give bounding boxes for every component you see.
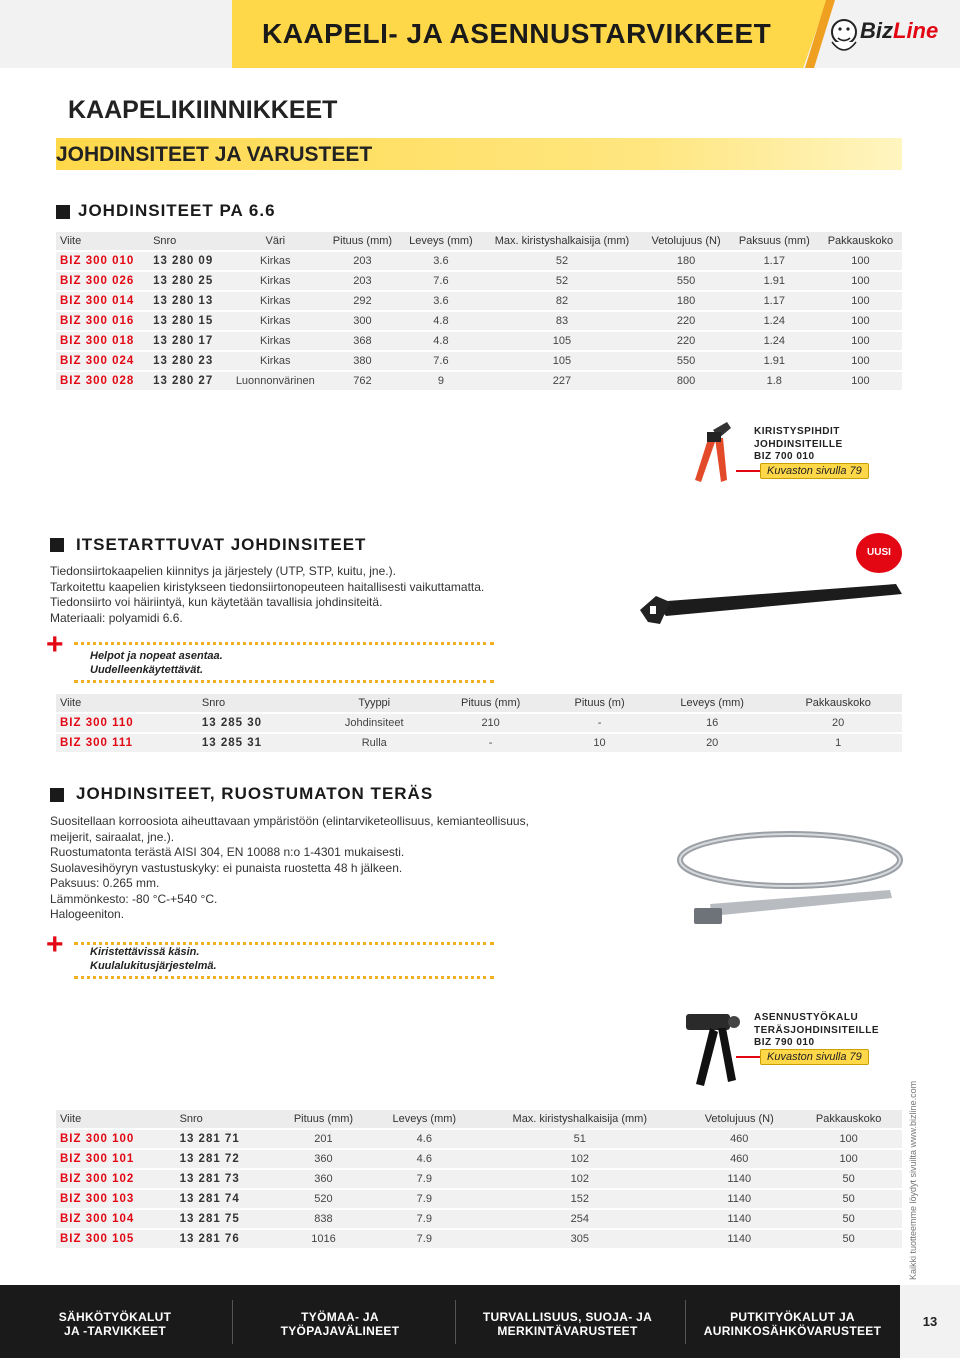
item-number: 13 281 74	[176, 1190, 275, 1208]
col-leveys: Leveys (mm)	[372, 1110, 476, 1128]
footer-label: AURINKOSÄHKÖVARUSTEET	[703, 1324, 882, 1338]
footer-link-worksite[interactable]	[255, 1310, 425, 1338]
cell-value: 9	[400, 372, 481, 390]
footer-link-safety[interactable]	[470, 1310, 665, 1338]
cell-value: 1.91	[730, 272, 819, 290]
tool2-catalog-link[interactable]: Kuvaston sivulla 79	[760, 1049, 869, 1065]
table-row	[56, 1170, 902, 1188]
cell-value: 220	[643, 332, 730, 350]
col-vetolujuus: Vetolujuus (N)	[683, 1110, 795, 1128]
product-code: BIZ 300 024	[56, 352, 149, 370]
cell-value: 762	[324, 372, 400, 390]
block3-table	[56, 1108, 902, 1250]
col-vetolujuus: Vetolujuus (N)	[643, 232, 730, 250]
desc-line: Materiaali: polyamidi 6.6.	[50, 610, 183, 625]
cell-value: Kirkas	[226, 352, 324, 370]
cell-value: 1140	[683, 1190, 795, 1208]
new-badge: UUSI	[856, 533, 902, 573]
section-title: KAAPELIKIINNIKKEET	[68, 96, 338, 124]
benefit-line: Kiristettävissä käsin.	[90, 946, 200, 958]
cell-value: 550	[643, 272, 730, 290]
table-row	[56, 352, 902, 370]
desc-line: Halogeeniton.	[50, 907, 125, 921]
product-code: BIZ 300 014	[56, 292, 149, 310]
cell-value: 4.8	[400, 312, 481, 330]
item-number: 13 280 15	[149, 312, 226, 330]
block3-description	[50, 814, 610, 923]
desc-line: Tarkoitettu kaapelien kiristykseen tiedonsiirtonopeuteen haitallisesti vaikuttamatta.	[50, 579, 485, 594]
desc-line: Suositellaan korroosiota aiheuttavaan ympäristöön (elintarviketeollisuus, kemianteollisuus,	[50, 814, 529, 828]
footer-link-plumbing[interactable]	[700, 1310, 885, 1338]
table-row	[56, 734, 902, 752]
cell-value: 3.6	[400, 292, 481, 310]
cell-value: 100	[819, 312, 902, 330]
tool1-catalog-link[interactable]: Kuvaston sivulla 79	[760, 463, 869, 479]
product-code: BIZ 300 018	[56, 332, 149, 350]
cell-value: 83	[481, 312, 642, 330]
cell-value: 20	[774, 714, 902, 732]
cell-value: 1.8	[730, 372, 819, 390]
bullet-square	[56, 205, 70, 219]
cell-value: 100	[819, 272, 902, 290]
cell-value: 52	[481, 272, 642, 290]
block1-table	[56, 230, 902, 392]
cell-value: 100	[795, 1130, 902, 1148]
col-viite: Viite	[56, 1110, 176, 1128]
cell-value: 100	[819, 372, 902, 390]
cell-value: Kirkas	[226, 312, 324, 330]
item-number: 13 280 17	[149, 332, 226, 350]
cell-value: 460	[683, 1150, 795, 1168]
product-code: BIZ 300 028	[56, 372, 149, 390]
cell-value: 7.9	[372, 1230, 476, 1248]
col-pituus: Pituus (mm)	[324, 232, 400, 250]
item-number: 13 281 72	[176, 1150, 275, 1168]
cell-value: 4.6	[372, 1150, 476, 1168]
desc-line: Tiedonsiirto voi häiriintyä, kun käytetään tavallisia johdinsiteitä.	[50, 595, 383, 609]
block2-title: ITSETARTTUVAT JOHDINSITEET	[76, 535, 367, 554]
cell-value: 7.9	[372, 1190, 476, 1208]
cell-value: 50	[795, 1210, 902, 1228]
desc-line: Ruostumatonta terästä AISI 304, EN 10088 n:o 1-4301 mukaisesti.	[50, 845, 405, 859]
col-pituus-m: Pituus (m)	[549, 694, 650, 712]
cell-value: 180	[643, 292, 730, 310]
tool2-title	[754, 1012, 879, 1050]
cell-value: 1.91	[730, 352, 819, 370]
cell-value: 152	[476, 1190, 683, 1208]
cell-value: 1140	[683, 1170, 795, 1188]
subsection-title: JOHDINSITEET JA VARUSTEET	[56, 143, 373, 166]
table-row	[56, 312, 902, 330]
item-number: 13 280 13	[149, 292, 226, 310]
table-header-row	[56, 1110, 902, 1128]
dotted-divider	[74, 976, 494, 979]
product-code: BIZ 300 104	[56, 1210, 176, 1228]
footer-label: TYÖMAA- JA	[301, 1310, 379, 1324]
table-row	[56, 1230, 902, 1248]
col-snro: Snro	[149, 232, 226, 250]
cell-value: 51	[476, 1130, 683, 1148]
dotted-divider	[74, 680, 494, 683]
block2-benefits	[90, 649, 223, 677]
item-number: 13 280 27	[149, 372, 226, 390]
cell-value: 105	[481, 352, 642, 370]
logo-wordmark: BizLine	[860, 18, 939, 43]
table-header-row	[56, 232, 902, 250]
steel-tie-tool-image	[680, 1004, 750, 1090]
cell-value: Johdinsiteet	[316, 714, 432, 732]
cell-value: 7.6	[400, 272, 481, 290]
cell-value: 203	[324, 272, 400, 290]
item-number: 13 281 73	[176, 1170, 275, 1188]
plus-icon: +	[46, 928, 64, 961]
table-row	[56, 1150, 902, 1168]
dotted-divider	[74, 642, 494, 645]
col-leveys: Leveys (mm)	[400, 232, 481, 250]
cell-value: 102	[476, 1150, 683, 1168]
item-number: 13 280 25	[149, 272, 226, 290]
cell-value: 380	[324, 352, 400, 370]
cell-value: 460	[683, 1130, 795, 1148]
product-code: BIZ 300 010	[56, 252, 149, 270]
steel-tie-image	[640, 820, 920, 940]
cell-value: 3.6	[400, 252, 481, 270]
col-paksuus: Paksuus (mm)	[730, 232, 819, 250]
cell-value: Luonnonvärinen	[226, 372, 324, 390]
table-row	[56, 372, 902, 390]
cell-value: 105	[481, 332, 642, 350]
cell-value: 100	[819, 252, 902, 270]
col-tyyppi: Tyyppi	[316, 694, 432, 712]
footer-label: JA -TARVIKKEET	[64, 1324, 166, 1338]
bullet-square	[50, 538, 64, 552]
col-max: Max. kiristyshalkaisija (mm)	[481, 232, 642, 250]
arrow-icon	[736, 1056, 760, 1058]
item-number: 13 285 31	[198, 734, 316, 752]
plus-icon: +	[46, 628, 64, 661]
product-code: BIZ 300 101	[56, 1150, 176, 1168]
cell-value: 100	[819, 292, 902, 310]
cell-value: 4.8	[400, 332, 481, 350]
product-code: BIZ 300 110	[56, 714, 198, 732]
cell-value: 210	[432, 714, 549, 732]
table-row	[56, 1210, 902, 1228]
tensioning-pliers-image	[683, 420, 743, 488]
cell-value: 1.24	[730, 332, 819, 350]
col-viite: Viite	[56, 232, 149, 250]
cell-value: 1	[774, 734, 902, 752]
cell-value: -	[549, 714, 650, 732]
cell-value: 1140	[683, 1210, 795, 1228]
product-code: BIZ 300 100	[56, 1130, 176, 1148]
cell-value: 550	[643, 352, 730, 370]
arrow-icon	[736, 470, 760, 472]
cell-value: 201	[275, 1130, 373, 1148]
product-code: BIZ 300 111	[56, 734, 198, 752]
cell-value: 360	[275, 1150, 373, 1168]
table-row	[56, 1130, 902, 1148]
cell-value: 7.9	[372, 1170, 476, 1188]
col-pakkauskoko: Pakkauskoko	[774, 694, 902, 712]
col-snro: Snro	[198, 694, 316, 712]
cell-value: 368	[324, 332, 400, 350]
cell-value: Kirkas	[226, 272, 324, 290]
col-pakkauskoko: Pakkauskoko	[795, 1110, 902, 1128]
cell-value: 50	[795, 1230, 902, 1248]
footer-label: PUTKITYÖKALUT JA	[730, 1310, 855, 1324]
footer-label: MERKINTÄVARUSTEET	[497, 1324, 638, 1338]
block1-title: JOHDINSITEET PA 6.6	[78, 201, 276, 220]
cell-value: 300	[324, 312, 400, 330]
table-row	[56, 332, 902, 350]
benefit-line: Helpot ja nopeat asentaa.	[90, 650, 223, 662]
tool1-title	[754, 426, 843, 464]
benefit-line: Kuulalukitusjärjestelmä.	[90, 960, 217, 972]
item-number: 13 281 75	[176, 1210, 275, 1228]
velcro-tie-image	[636, 576, 906, 628]
benefit-line: Uudelleenkäytettävät.	[90, 664, 204, 676]
cell-value: 7.9	[372, 1210, 476, 1228]
desc-line: Suolavesihöyryn vastustuskyky: ei punaista ruostetta 48 h jälkeen.	[50, 860, 403, 875]
item-number: 13 280 23	[149, 352, 226, 370]
product-code: BIZ 300 016	[56, 312, 149, 330]
cell-value: Kirkas	[226, 252, 324, 270]
cell-value: 100	[819, 352, 902, 370]
cell-value: 838	[275, 1210, 373, 1228]
col-pituus: Pituus (mm)	[275, 1110, 373, 1128]
block3-benefits	[90, 945, 217, 973]
table-row	[56, 1190, 902, 1208]
cell-value: 360	[275, 1170, 373, 1188]
desc-line: meijerit, sairaalat, jne.).	[50, 829, 175, 844]
cell-value: 254	[476, 1210, 683, 1228]
cell-value: 4.6	[372, 1130, 476, 1148]
product-code: BIZ 300 103	[56, 1190, 176, 1208]
cell-value: Kirkas	[226, 332, 324, 350]
item-number: 13 281 71	[176, 1130, 275, 1148]
cell-value: 227	[481, 372, 642, 390]
product-code: BIZ 300 026	[56, 272, 149, 290]
footer-divider	[685, 1300, 686, 1344]
table-header-row	[56, 694, 902, 712]
col-pakkauskoko: Pakkauskoko	[819, 232, 902, 250]
cell-value: 102	[476, 1170, 683, 1188]
tool2-line2: TERÄSJOHDINSITEILLE	[754, 1024, 880, 1036]
block2-table	[56, 692, 902, 754]
desc-line: Lämmönkesto: -80 °C-+540 °C.	[50, 891, 218, 906]
cell-value: 100	[819, 332, 902, 350]
item-number: 13 285 30	[198, 714, 316, 732]
cell-value: 1.17	[730, 252, 819, 270]
tool1-line1: KIRISTYSPIHDIT	[754, 426, 840, 437]
cell-value: 292	[324, 292, 400, 310]
cell-value: -	[432, 734, 549, 752]
col-leveys: Leveys (mm)	[650, 694, 774, 712]
cell-value: 800	[643, 372, 730, 390]
cell-value: 220	[643, 312, 730, 330]
col-viite: Viite	[56, 694, 198, 712]
cell-value: 1.24	[730, 312, 819, 330]
footer-label: SÄHKÖTYÖKALUT	[58, 1310, 172, 1324]
col-snro: Snro	[176, 1110, 275, 1128]
table-row	[56, 714, 902, 732]
website-note: Kaikki tuotteemme löydyt sivuilta www.bizline.com	[908, 1080, 918, 1280]
cell-value: 50	[795, 1170, 902, 1188]
col-vari: Väri	[226, 232, 324, 250]
cell-value: 16	[650, 714, 774, 732]
tool1-line2: JOHDINSITEILLE	[754, 438, 843, 450]
cell-value: 7.6	[400, 352, 481, 370]
cell-value: 203	[324, 252, 400, 270]
col-max: Max. kiristyshalkaisija (mm)	[476, 1110, 683, 1128]
block3-title: JOHDINSITEET, RUOSTUMATON TERÄS	[76, 784, 434, 803]
cell-value: 82	[481, 292, 642, 310]
item-number: 13 280 09	[149, 252, 226, 270]
tool2-code: BIZ 790 010	[754, 1037, 815, 1048]
block2-description	[50, 564, 610, 626]
table-row	[56, 252, 902, 270]
table-row	[56, 272, 902, 290]
footer-divider	[232, 1300, 233, 1344]
cell-value: 1140	[683, 1230, 795, 1248]
footer-divider	[455, 1300, 456, 1344]
footer-link-electrical[interactable]	[40, 1310, 190, 1338]
cell-value: 305	[476, 1230, 683, 1248]
cell-value: 1016	[275, 1230, 373, 1248]
desc-line: Tiedonsiirtokaapelien kiinnitys ja järjestely (UTP, STP, kuitu, jne.).	[50, 564, 396, 578]
cell-value: 52	[481, 252, 642, 270]
cell-value: 1.17	[730, 292, 819, 310]
product-code: BIZ 300 105	[56, 1230, 176, 1248]
cell-value: Rulla	[316, 734, 432, 752]
bullet-square	[50, 788, 64, 802]
table-row	[56, 292, 902, 310]
footer-label: TYÖPAJAVÄLINEET	[280, 1324, 400, 1338]
tool2-line1: ASENNUSTYÖKALU	[754, 1012, 859, 1023]
cell-value: 100	[795, 1150, 902, 1168]
tool1-code: BIZ 700 010	[754, 451, 815, 462]
cell-value: 520	[275, 1190, 373, 1208]
col-pituus-mm: Pituus (mm)	[432, 694, 549, 712]
cell-value: 180	[643, 252, 730, 270]
footer-label: TURVALLISUUS, SUOJA- JA	[482, 1310, 653, 1324]
item-number: 13 281 76	[176, 1230, 275, 1248]
page-title: KAAPELI- JA ASENNUSTARVIKKEET	[262, 18, 772, 49]
page-number: 13	[900, 1285, 960, 1358]
cell-value: Kirkas	[226, 292, 324, 310]
cell-value: 10	[549, 734, 650, 752]
cell-value: 20	[650, 734, 774, 752]
cell-value: 50	[795, 1190, 902, 1208]
product-code: BIZ 300 102	[56, 1170, 176, 1188]
desc-line: Paksuus: 0.265 mm.	[50, 876, 160, 890]
